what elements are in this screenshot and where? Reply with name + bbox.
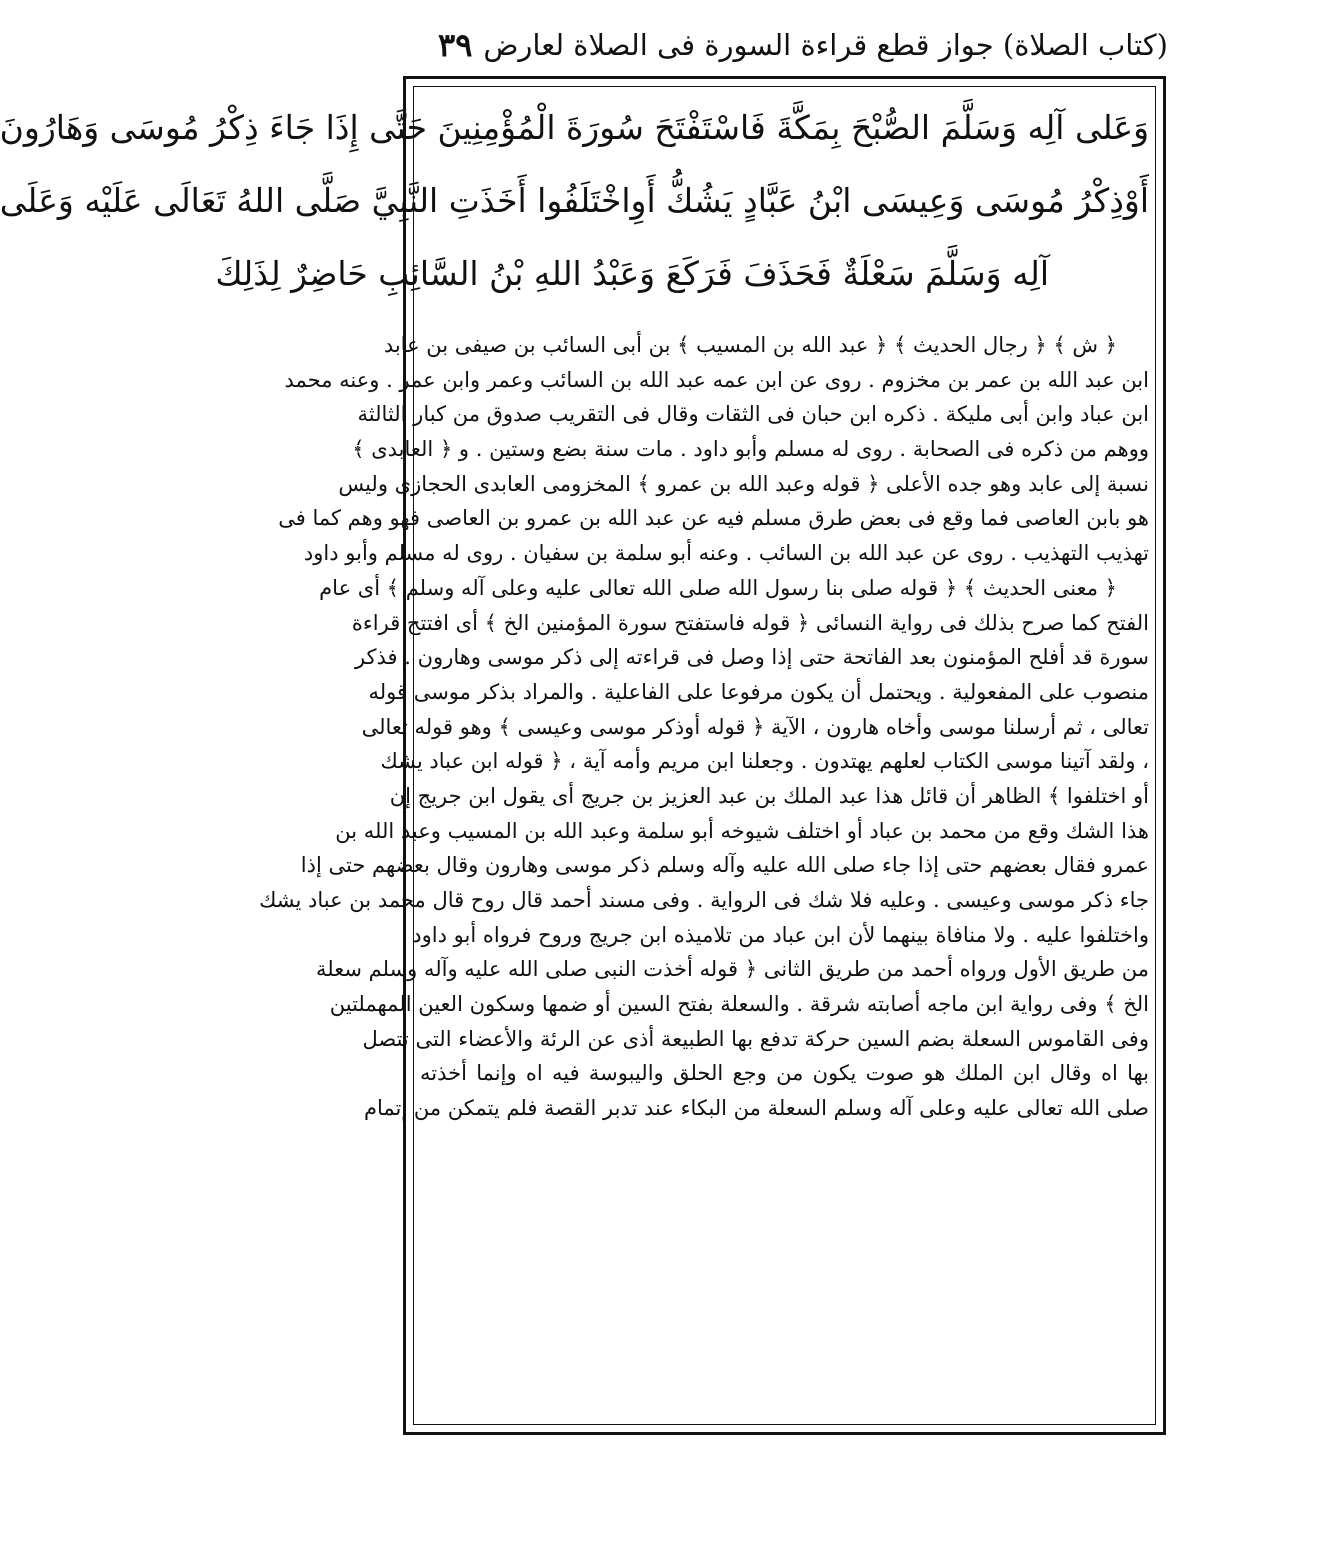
commentary-line: وفى القاموس السعلة بضم السين حركة تدفع بها الطبيعة أذى عن الرئة والأعضاء التى تتصل bbox=[362, 1026, 1149, 1051]
commentary-line: ، ولقد آتينا موسى الكتاب لعلهم يهتدون . وجعلنا ابن مريم وأمه آية ، ﴿ قوله ابن عباد يشك bbox=[380, 749, 1149, 774]
commentary-line: منصوب على المفعولية . ويحتمل أن يكون مرفوعا على الفاعلية . والمراد بذكر موسى قوله bbox=[368, 679, 1149, 704]
commentary-line: ﴿ ش ﴾ ﴿ رجال الحديث ﴾ ﴿ عبد الله بن المسيب ﴾ بن أبى السائب بن صيفى بن عابد bbox=[383, 333, 1117, 357]
hadith-text bbox=[0, 91, 1149, 310]
commentary-line: صلى الله تعالى عليه وعلى آله وسلم السعلة من البكاء عند تدبر القصة فلم يتمكن من إتمام bbox=[364, 1096, 1149, 1121]
page-header bbox=[403, 22, 1168, 68]
hadith-line: وَعَلى آلِه وَسَلَّمَ الصُّبْحَ بِمَكَّةَ فَاسْتَفْتَحَ سُورَةَ الْمُؤْمِنِينَ حَتَّى إِذَا جَاءَ ذِكْرُ مُوسَى وَهَارُونَ bbox=[0, 108, 1149, 147]
commentary-line: الخ ﴾ وفى رواية ابن ماجه أصابته شرقة . والسعلة بفتح السين أو ضمها وسكون العين المهملتين bbox=[329, 992, 1149, 1017]
commentary-line: واختلفوا عليه . ولا منافاة بينهما لأن ابن عباد من تلاميذه ابن جريج وروح فرواه أبو داود bbox=[412, 922, 1149, 947]
commentary-line: هذا الشك وقع من محمد بن عباد أو اختلف شيوخه أبو سلمة وعبد الله بن المسيب وعبد الله بن bbox=[335, 818, 1149, 843]
commentary-line: أو اختلفوا ﴾ الظاهر أن قائل هذا عبد الملك بن عبد العزيز بن جريج أى يقول ابن جريج إن bbox=[389, 783, 1149, 808]
page-number: ٣٩ bbox=[438, 26, 473, 64]
commentary-text bbox=[259, 328, 1149, 1126]
running-title: (كتاب الصلاة) جواز قطع قراءة السورة فى الصلاة لعارض bbox=[483, 28, 1168, 62]
commentary-line: سورة قد أفلح المؤمنون بعد الفاتحة حتى إذا وصل فى قراءته إلى ذكر موسى وهارون . فذكر bbox=[354, 645, 1149, 670]
commentary-line: ابن عباد وابن أبى مليكة . ذكره ابن حبان فى الثقات وقال فى التقريب صدوق من كبار الثالثة bbox=[357, 402, 1149, 427]
commentary-line: من طريق الأول ورواه أحمد من طريق الثانى ﴿ قوله أخذت النبى صلى الله عليه وآله وسلم سعلة bbox=[316, 957, 1149, 982]
commentary-line: تهذيب التهذيب . روى عن عبد الله بن السائب . وعنه أبو سلمة بن سفيان . روى له مسلم وأبو داود bbox=[303, 541, 1149, 566]
page-content bbox=[0, 91, 1149, 1126]
hadith-line: أَوْذِكْرُ مُوسَى وَعِيسَى ابْنُ عَبَّادٍ يَشُكُّ أَوِاخْتَلَفُوا أَخَذَتِ النَّبِيَّ صَلَّى اللهُ تَعَالَى عَلَيْه وَعَلَى bbox=[0, 181, 1149, 220]
commentary-line: هو بابن العاصى فما وقع فى بعض طرق مسلم فيه عن عبد الله بن عمرو بن العاصى فهو وهم كما فى bbox=[278, 506, 1149, 531]
commentary-line: نسبة إلى عابد وهو جده الأعلى ﴿ قوله وعبد الله بن عمرو ﴾ المخزومى العابدى الحجازى وليس bbox=[338, 471, 1149, 496]
commentary-line: ابن عبد الله بن عمر بن مخزوم . روى عن ابن عمه عبد الله بن السائب وعمر وابن عمر . وعنه محمد bbox=[284, 367, 1149, 392]
commentary-line: ﴿ معنى الحديث ﴾ ﴿ قوله صلى بنا رسول الله صلى الله تعالى عليه وعلى آله وسلم ﴾ أى عام bbox=[319, 575, 1117, 600]
commentary-line: جاء ذكر موسى وعيسى . وعليه فلا شك فى الرواية . وفى مسند أحمد قال روح قال محمد بن عباد يشك bbox=[259, 888, 1149, 912]
commentary-line: عمرو فقال بعضهم حتى إذا جاء صلى الله عليه وآله وسلم ذكر موسى وهارون وقال بعضهم حتى إذا bbox=[300, 853, 1149, 878]
commentary-line: بها اه وقال ابن الملك هو صوت يكون من وجع الحلق واليبوسة فيه اه وإنما أخذته bbox=[420, 1061, 1149, 1086]
commentary-line: ووهم من ذكره فى الصحابة . روى له مسلم وأبو داود . مات سنة بضع وستين . و ﴿ العابدى ﴾ bbox=[352, 437, 1149, 462]
commentary-line: الفتح كما صرح بذلك فى رواية النسائى ﴿ قوله فاستفتح سورة المؤمنين الخ ﴾ أى افتتح قراءة bbox=[351, 610, 1149, 635]
text-frame bbox=[0, 76, 1166, 1435]
hadith-line: آلِه وَسَلَّمَ سَعْلَةٌ فَحَذَفَ فَرَكَعَ وَعَبْدُ اللهِ بْنُ السَّائِبِ حَاضِرٌ لِذَلِكَ bbox=[215, 254, 1049, 293]
commentary-line: تعالى ، ثم أرسلنا موسى وأخاه هارون ، الآية ﴿ قوله أوذكر موسى وعيسى ﴾ وهو قوله تعالى bbox=[361, 714, 1149, 739]
